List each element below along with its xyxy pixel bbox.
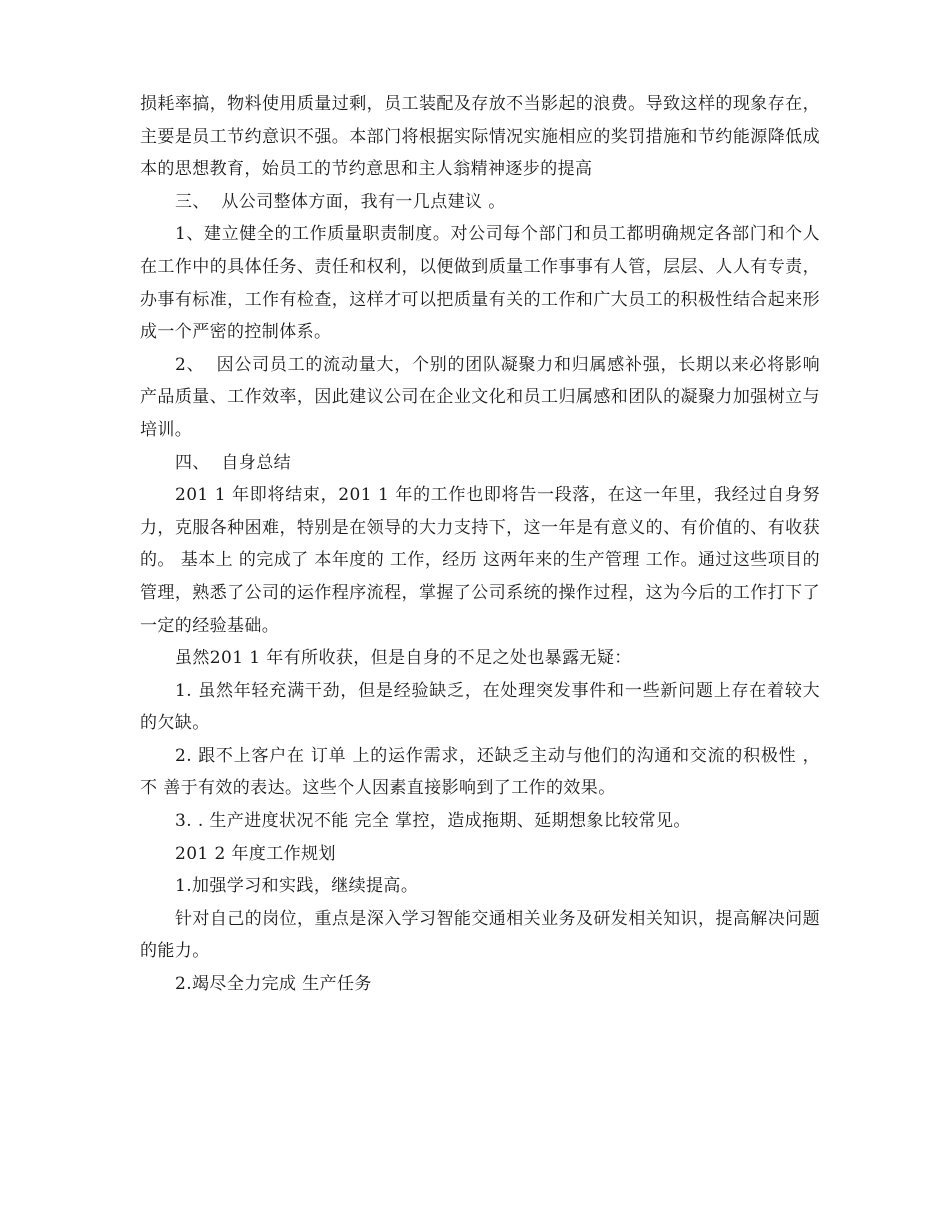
list-item-plan-two: 2.竭尽全力完成 生产任务 xyxy=(175,974,372,995)
heading-section-three: 三、 从公司整体方面，我有一几点建议 。 xyxy=(175,191,506,212)
paragraph-waste-causes: 损耗率搞，物料使用质量过剩，员工装配及存放不当影起的浪费。导致这样的现象存在，主要是员工节约意识不强。本部门将根据实际情况实施相应的奖罚措施和节约能源降低成本的思想教育，始员工的节约意思和主人翁精神逐步的提高 xyxy=(140,94,820,180)
list-item-shortcoming-one: 1. 虽然年轻充满干劲，但是经验缺乏，在处理突发事件和一些新问题上存在着较大的欠缺。 xyxy=(140,680,820,734)
list-item-shortcoming-three: 3. . 生产进度状况不能 完全 掌控，造成拖期、延期想象比较常见。 xyxy=(175,811,691,832)
heading-section-four: 四、 自身总结 xyxy=(175,452,292,473)
document-body xyxy=(140,88,820,1001)
paragraph-suggestion-two: 2、 因公司员工的流动量大，个别的团队凝聚力和归属感补强，长期以来必将影响产品质量、工作效率，因此建议公司在企业文化和员工归属感和团队的凝聚力加强树立与培训。 xyxy=(140,354,820,440)
paragraph-self-summary: 201 1 年即将结束，201 1 年的工作也即将告一段落，在这一年里，我经过自身努力，克服各种困难，特别是在领导的大力支持下，这一年是有意义的、有价值的、有收获的。 基本上 的完成了 本年度的 工作，经历 这两年来的生产管理 工作。通过这些项目的管理，熟悉了公司的运作程序流程，掌握了公司系统的操作过程，这为今后的工作打下了一定的经验基础。 xyxy=(140,485,820,636)
paragraph-plan-one-detail: 针对自己的岗位，重点是深入学习智能交通相关业务及研发相关知识，提高解决问题的能力。 xyxy=(140,908,820,962)
heading-work-plan: 201 2 年度工作规划 xyxy=(175,843,336,864)
paragraph-shortcomings-intro: 虽然201 1 年有所收获，但是自身的不足之处也暴露无疑： xyxy=(175,648,632,669)
list-item-shortcoming-two: 2. 跟不上客户在 订单 上的运作需求，还缺乏主动与他们的沟通和交流的积极性 ，不 善于有效的表达。这些个人因素直接影响到了工作的效果。 xyxy=(140,745,820,799)
paragraph-suggestion-one: 1、建立健全的工作质量职责制度。对公司每个部门和员工都明确规定各部门和个人在工作中的具体任务、责任和权利，以便做到质量工作事事有人管，层层、人人有专责，办事有标准，工作有检查，这样才可以把质量有关的工作和广大员工的积极性结合起来形成一个严密的控制体系。 xyxy=(140,224,820,343)
list-item-plan-one: 1.加强学习和实践，继续提高。 xyxy=(175,876,419,897)
